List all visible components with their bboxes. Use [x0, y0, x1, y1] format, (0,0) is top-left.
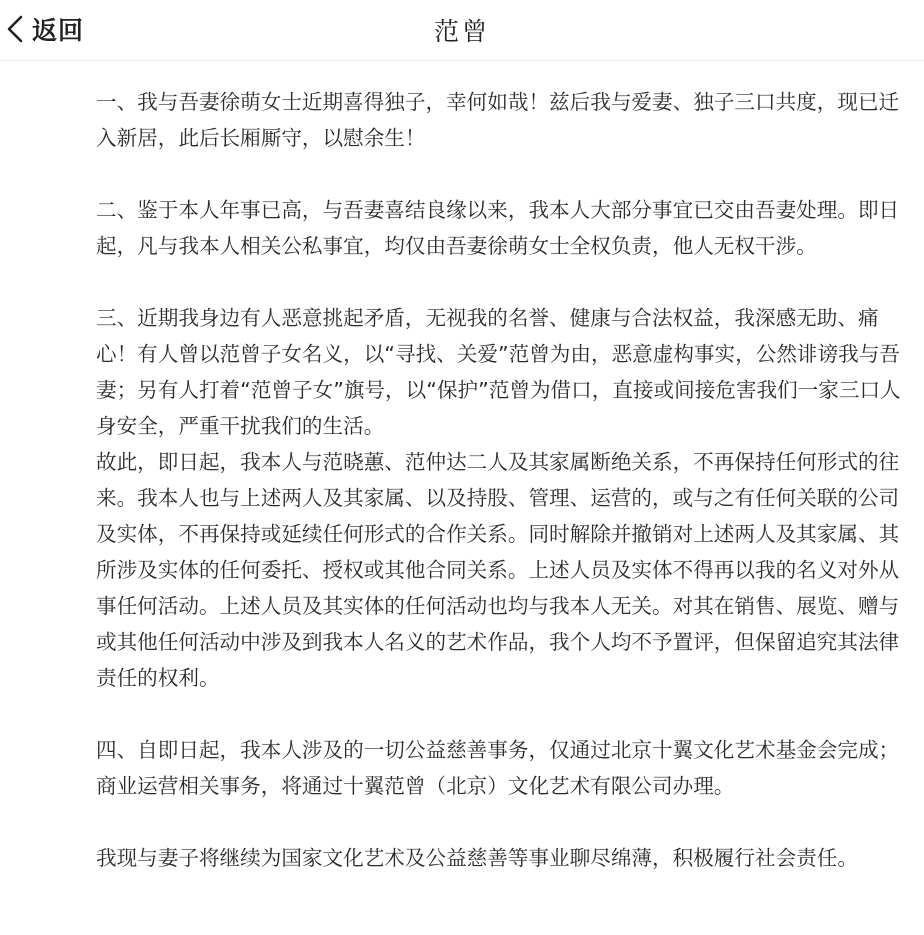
page-title: 范曾 [433, 17, 490, 46]
back-label: 返回 [32, 16, 85, 45]
paragraph-1: 一、我与吾妻徐萌女士近期喜得独子，幸何如哉！兹后我与爱妻、独子三口共度，现已迁入新居，此后长厢厮守，以慰余生！ [96, 90, 900, 150]
paragraph-6: 我现与妻子将继续为国家文化艺术及公益慈善等事业聊尽绵薄，积极履行社会责任。 [96, 846, 858, 870]
paragraph-5: 四、自即日起，我本人涉及的一切公益慈善事务，仅通过北京十翼文化艺术基金会完成；商业运营相关事务，将通过十翼范曾（北京）文化艺术有限公司办理。 [96, 738, 900, 798]
navigation-bar [0, 0, 924, 61]
paragraph-3: 三、近期我身边有人恶意挑起矛盾，无视我的名誉、健康与合法权益，我深感无助、痛心！有人曾以范曾子女名义，以“寻找、关爱”范曾为由，恶意虚构事实，公然诽谤我与吾妻；另有人打着“范曾子女”旗号，以“保护”范曾为借口，直接或间接危害我们一家三口人身安全，严重干扰我们的生活。 [96, 306, 901, 438]
paragraph-4: 故此，即日起，我本人与范晓蕙、范仲达二人及其家属断绝关系，不再保持任何形式的往来。我本人也与上述两人及其家属、以及持股、管理、运营的，或与之有任何关联的公司及实体，不再保持或延续任何形式的合作关系。同时解除并撤销对上述两人及其家属、其所涉及实体的任何委托、授权或其他合同关系。上述人员及实体不得再以我的名义对外从事任何活动。上述人员及其实体的任何活动也均与我本人无关。对其在销售、展览、赠与或其他任何活动中涉及到我本人名义的艺术作品，我个人均不予置评，但保留追究其法律责任的权利。 [96, 450, 900, 690]
article-body [96, 84, 914, 876]
paragraph-2: 二、鉴于本人年事已高，与吾妻喜结良缘以来，我本人大部分事宜已交由吾妻处理。即日起，凡与我本人相关公私事宜，均仅由吾妻徐萌女士全权负责，他人无权干涉。 [96, 198, 900, 258]
